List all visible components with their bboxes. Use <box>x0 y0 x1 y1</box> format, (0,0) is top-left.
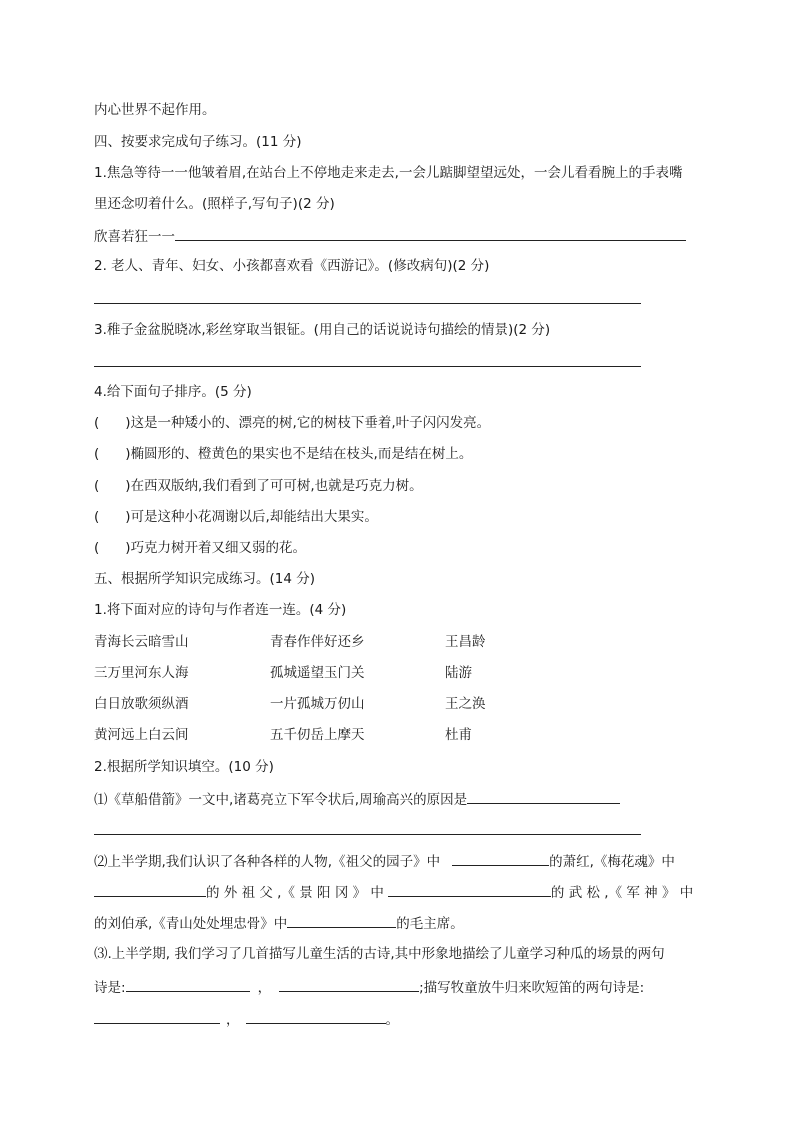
q5-1-heading: 1.将下面对应的诗句与作者连一连。(4 分) <box>94 602 347 618</box>
q5-2-2-text-d: 的 武 松 ,《 军 神 》 中 <box>550 885 694 901</box>
top-line: 内心世界不起作用。 <box>94 102 216 118</box>
q4-2-text: 2. 老人、青年、妇女、小孩都喜欢看《西游记》。(修改病句)(2 分) <box>94 258 490 274</box>
q5-2-3-blank-3[interactable] <box>94 1009 220 1024</box>
q4-1-answer-blank[interactable] <box>175 226 686 241</box>
q5-2-3-row2 <box>94 977 644 997</box>
q5-2-2-text-f: 的毛主席。 <box>396 916 464 932</box>
q4-1-line1: 1.焦急等待一一他皱着眉,在站台上不停地走来走去,一会儿踮脚望望远处，一会儿看看腕上的手表嘴 <box>94 165 683 181</box>
match-author-item[interactable]: 王昌龄 <box>445 634 486 650</box>
q5-2-3-comma-1: ， <box>257 980 272 996</box>
q5-2-3-text-c: ;描写牧童放牛归来吹短笛的两句诗是: <box>419 980 645 996</box>
order-item <box>94 539 306 557</box>
q5-2-3-period: 。 <box>385 1012 399 1028</box>
q5-2-3-line1: ⑶.上半学期, 我们学习了几首描写儿童生活的古诗,其中形象地描绘了儿童学习种瓜的场景的两句 <box>94 946 665 962</box>
q5-2-2-text-b: 的萧红,《梅花魂》中 <box>549 854 675 870</box>
match-author-item[interactable]: 王之涣 <box>445 696 486 712</box>
q5-2-2-text-c: 的 外 祖 父 ,《 景 阳 冈 》 中 <box>206 885 384 901</box>
match-mid-item[interactable]: 一片孤城万仞山 <box>270 696 365 712</box>
match-left-item[interactable]: 青海长云暗雪山 <box>94 634 189 650</box>
q4-4-heading: 4.给下面句子排序。(5 分) <box>94 384 252 400</box>
q5-2-heading: 2.根据所学知识填空。(10 分) <box>94 759 274 775</box>
order-item <box>94 445 472 463</box>
order-item-text: 在西双版纳,我们看到了可可树,也就是巧克力树。 <box>130 478 423 494</box>
q5-2-2-row1 <box>94 851 675 871</box>
order-item-text: 椭圆形的、橙黄色的果实也不是结在枝头,而是结在树上。 <box>130 446 473 462</box>
match-mid-item[interactable]: 孤城遥望玉门关 <box>270 665 365 681</box>
section-4-heading: 四、按要求完成句子练习。(11 分) <box>94 134 302 150</box>
q5-2-3-row3 <box>94 1009 399 1029</box>
q5-2-2-row3 <box>94 913 464 933</box>
order-item <box>94 414 490 432</box>
q5-2-2-row2 <box>94 882 693 902</box>
order-bracket-close: ) <box>125 446 131 462</box>
match-left-item[interactable]: 黄河远上白云间 <box>94 727 189 743</box>
q5-2-3-blank-2[interactable] <box>279 977 419 992</box>
order-item-text: 巧克力树开着又细又弱的花。 <box>130 540 307 556</box>
order-bracket-close: ) <box>125 478 131 494</box>
q5-2-2-blank-1[interactable] <box>452 851 549 866</box>
order-item <box>94 508 378 526</box>
q5-2-3-comma-2: ， <box>226 1012 240 1028</box>
match-author-item[interactable]: 杜甫 <box>445 727 472 743</box>
match-mid-item[interactable]: 青春作伴好还乡 <box>270 634 365 650</box>
q5-2-3-blank-1[interactable] <box>126 977 250 992</box>
q5-2-3-text-a: 诗是: <box>94 980 126 996</box>
q4-1-answer-row <box>94 226 686 246</box>
q5-2-1-row <box>94 789 620 809</box>
q5-2-1-blank[interactable] <box>467 789 620 804</box>
order-bracket-open: ( <box>94 446 100 462</box>
q5-2-2-text-a: ⑵上半学期,我们认识了各种各样的人物,《祖父的园子》中 <box>94 854 441 870</box>
q5-2-2-blank-3[interactable] <box>388 882 551 897</box>
q5-2-2-text-e: 的刘伯承,《青山处处埋忠骨》中 <box>94 916 288 932</box>
q5-2-1-text: ⑴《草船借箭》一文中,诸葛亮立下军令状后,周瑜高兴的原因是 <box>94 792 468 808</box>
order-bracket-open: ( <box>94 415 100 431</box>
match-mid-item[interactable]: 五千仞岳上摩天 <box>270 727 365 743</box>
order-bracket-close: ) <box>125 415 131 431</box>
q4-3-answer-line[interactable] <box>94 366 641 367</box>
match-left-item[interactable]: 白日放歌须纵酒 <box>94 696 189 712</box>
q5-2-2-blank-2[interactable] <box>94 882 206 897</box>
match-left-item[interactable]: 三万里河东人海 <box>94 665 189 681</box>
order-item <box>94 477 423 495</box>
order-bracket-close: ) <box>125 509 131 525</box>
order-item-text: 可是这种小花凋谢以后,却能结出大果实。 <box>130 509 378 525</box>
q4-1-answer-label: 欣喜若狂一一 <box>94 229 175 245</box>
q5-2-3-blank-4[interactable] <box>246 1009 386 1024</box>
order-bracket-close: ) <box>125 540 131 556</box>
order-bracket-open: ( <box>94 509 100 525</box>
q5-2-1-answer-line[interactable] <box>94 834 641 835</box>
q4-1-line2: 里还念叨着什么。(照样子,写句子)(2 分) <box>94 196 335 212</box>
order-item-text: 这是一种矮小的、漂亮的树,它的树枝下垂着,叶子闪闪发亮。 <box>130 415 491 431</box>
order-bracket-open: ( <box>94 478 100 494</box>
q4-3-text: 3.稚子金盆脱晓冰,彩丝穿取当银钲。(用自己的话说说诗句描绘的情景)(2 分) <box>94 322 551 338</box>
match-author-item[interactable]: 陆游 <box>445 665 472 681</box>
q4-2-answer-line[interactable] <box>94 303 641 304</box>
order-bracket-open: ( <box>94 540 100 556</box>
section-5-heading: 五、根据所学知识完成练习。(14 分) <box>94 571 316 587</box>
q5-2-2-blank-4[interactable] <box>287 913 396 928</box>
